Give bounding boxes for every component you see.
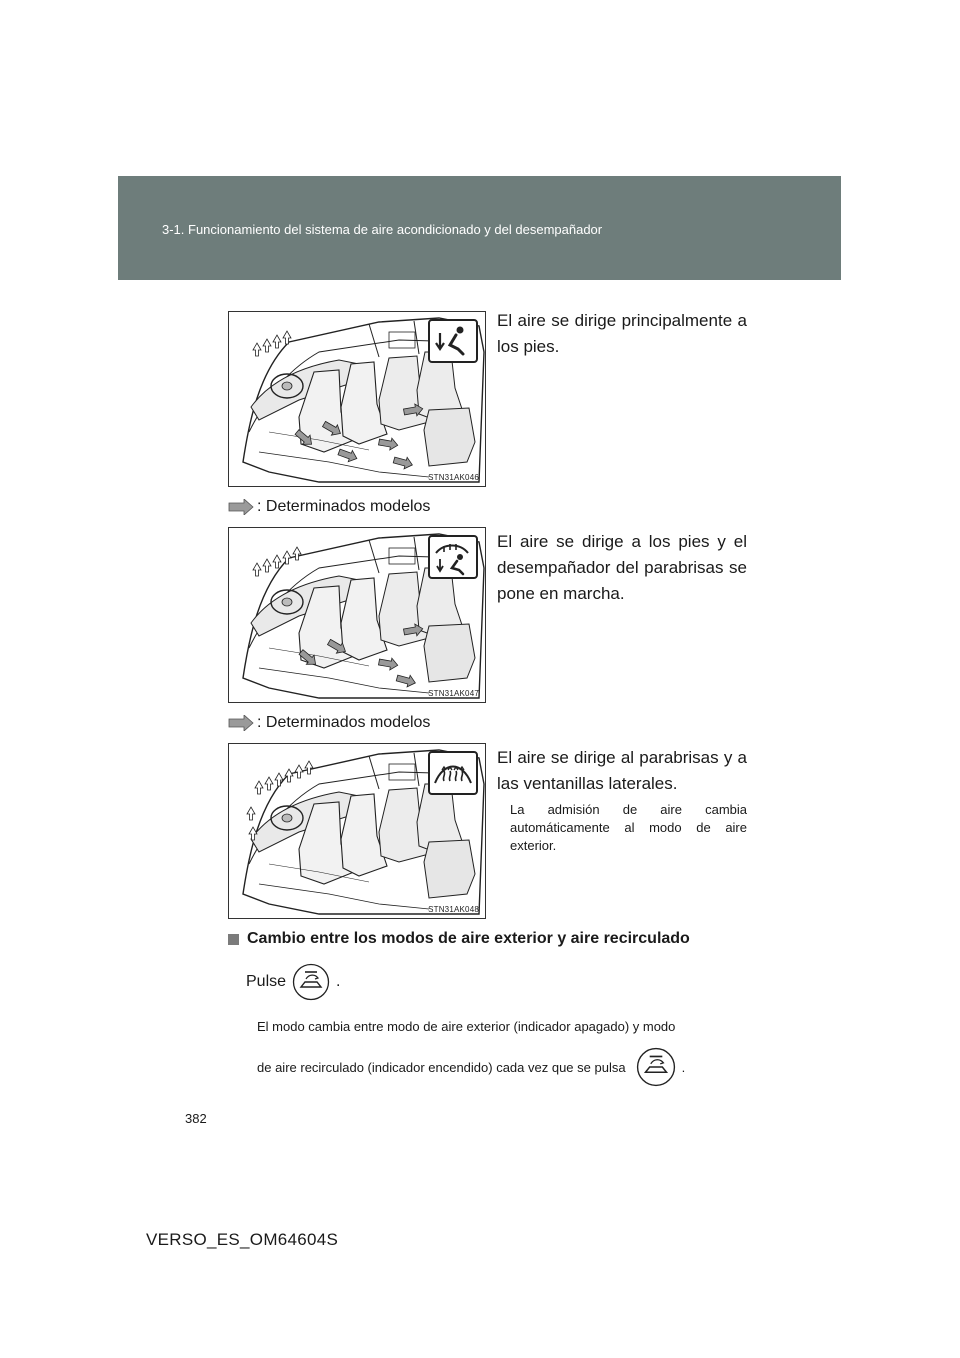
model-note <box>228 497 430 517</box>
body-text-line <box>257 1047 685 1087</box>
recirculation-button-icon <box>636 1047 676 1087</box>
body-text-line-2: de aire recirculado (indicador encendido) cada vez que se pulsa <box>257 1059 626 1075</box>
section-bullet-icon <box>228 934 239 945</box>
section-heading <box>228 930 690 948</box>
figure-code: STN31AK046 <box>428 473 479 482</box>
mode-description: El aire se dirige principalmente a los pies. <box>497 311 747 356</box>
mode-note: La admisión de aire cambia automáticamente al modo de aire exterior. <box>510 802 747 853</box>
feet-airflow-icon <box>428 319 478 363</box>
header-title: 3-1. Funcionamiento del sistema de aire acondicionado y del desempañador <box>162 222 603 237</box>
windshield-defrost-icon <box>428 751 478 795</box>
mode-description: El aire se dirige al parabrisas y a las ventanillas laterales. <box>497 748 747 793</box>
pulse-label: Pulse <box>246 973 287 990</box>
section-heading-text: Cambio entre los modos de aire exterior y aire recirculado <box>247 930 690 947</box>
model-note-text: : Determinados modelos <box>257 714 431 731</box>
airflow-diagram-feet <box>228 311 486 487</box>
pulse-end: . <box>336 973 341 990</box>
header-band <box>118 176 841 280</box>
recirculation-button-icon <box>292 963 330 1001</box>
pulse-instruction <box>246 962 340 1002</box>
model-note <box>228 713 430 733</box>
model-note-text: : Determinados modelos <box>257 498 431 515</box>
figure-code: STN31AK047 <box>428 689 479 698</box>
airflow-diagram-feet-defrost <box>228 527 486 703</box>
airflow-diagram-windshield <box>228 743 486 919</box>
model-marker-arrow-icon <box>228 715 254 731</box>
document-code: VERSO_ES_OM64604S <box>146 1230 339 1249</box>
mode-description: El aire se dirige a los pies y el desempañador del parabrisas se pone en marcha. <box>497 532 747 603</box>
figure-code: STN31AK048 <box>428 905 479 914</box>
model-marker-arrow-icon <box>228 499 254 515</box>
page-number: 382 <box>185 1111 207 1126</box>
body-text-line: El modo cambia entre modo de aire exterior (indicador apagado) y modo <box>257 1019 676 1034</box>
body-end: . <box>681 1059 686 1075</box>
feet-defrost-airflow-icon <box>428 535 478 579</box>
